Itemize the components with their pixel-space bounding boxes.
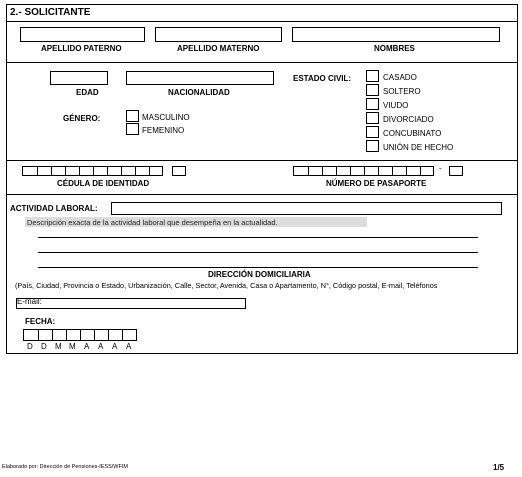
- actividad-label: ACTIVIDAD LABORAL:: [10, 204, 98, 213]
- actividad-line-1[interactable]: [38, 237, 478, 238]
- fecha-format-d1: D: [27, 342, 33, 351]
- page-number: 1/5: [493, 463, 505, 472]
- apellido-materno-label: APELLIDO MATERNO: [177, 44, 260, 53]
- masculino-checkbox[interactable]: [126, 110, 139, 122]
- cedula-label: CÉDULA DE IDENTIDAD: [57, 179, 150, 188]
- union-de-hecho-checkbox[interactable]: [366, 140, 379, 152]
- section-title: 2.- SOLICITANTE: [10, 7, 91, 18]
- nombres-label: NOMBRES: [374, 44, 415, 53]
- cedula-check-digit[interactable]: [172, 166, 186, 176]
- section-header: [6, 4, 518, 22]
- fecha-format-d2: D: [41, 342, 47, 351]
- edad-field[interactable]: [50, 71, 108, 85]
- fecha-format-m2: M: [69, 342, 76, 351]
- pasaporte-digits-field[interactable]: [293, 166, 434, 176]
- soltero-checkbox[interactable]: [366, 84, 379, 96]
- email-label: E-mail:: [17, 297, 42, 306]
- femenino-checkbox[interactable]: [126, 123, 139, 135]
- edad-label: EDAD: [76, 88, 99, 97]
- casado-option: CASADO: [383, 73, 417, 82]
- pasaporte-check-digit[interactable]: [449, 166, 463, 176]
- pasaporte-separator: -: [439, 164, 442, 173]
- masculino-option: MASCULINO: [142, 113, 190, 122]
- apellido-paterno-field[interactable]: [20, 27, 145, 42]
- fecha-field[interactable]: [23, 329, 137, 341]
- casado-checkbox[interactable]: [366, 70, 379, 82]
- actividad-hint: Descripción exacta de la actividad laboral que desempeña en la actualidad.: [27, 218, 278, 227]
- viudo-option: VIUDO: [383, 101, 409, 110]
- fecha-format-a2: A: [98, 342, 104, 351]
- actividad-line-2[interactable]: [38, 252, 478, 253]
- pasaporte-label: NÚMERO DE PASAPORTE: [326, 179, 427, 188]
- fecha-format-a1: A: [84, 342, 90, 351]
- fecha-format-m1: M: [55, 342, 62, 351]
- concubinato-option: CONCUBINATO: [383, 129, 442, 138]
- fecha-format-a3: A: [112, 342, 118, 351]
- divorciado-option: DIVORCIADO: [383, 115, 434, 124]
- nacionalidad-label: NACIONALIDAD: [168, 88, 230, 97]
- estado-civil-label: ESTADO CIVIL:: [293, 74, 352, 83]
- direccion-subtitle: (País, Ciudad, Provincia o Estado, Urbanización, Calle, Sector, Avenida, Casa o Apartamento, N°, Código postal, E-mail, Teléfonos: [15, 281, 438, 290]
- genero-label: GÉNERO:: [63, 114, 101, 123]
- apellido-paterno-label: APELLIDO PATERNO: [41, 44, 122, 53]
- femenino-option: FEMENINO: [142, 126, 185, 135]
- soltero-option: SOLTERO: [383, 87, 421, 96]
- cedula-digits-field[interactable]: [22, 166, 163, 176]
- nacionalidad-field[interactable]: [126, 71, 274, 85]
- fecha-format-a4: A: [126, 342, 132, 351]
- nombres-field[interactable]: [292, 27, 500, 42]
- divorciado-checkbox[interactable]: [366, 112, 379, 124]
- concubinato-checkbox[interactable]: [366, 126, 379, 138]
- direccion-title: DIRECCIÓN DOMICILIARIA: [208, 270, 311, 279]
- apellido-materno-field[interactable]: [155, 27, 282, 42]
- email-field[interactable]: [16, 298, 246, 309]
- union-de-hecho-option: UNIÓN DE HECHO: [383, 143, 454, 152]
- actividad-line-3[interactable]: [38, 267, 478, 268]
- fecha-label: FECHA:: [25, 317, 56, 326]
- viudo-checkbox[interactable]: [366, 98, 379, 110]
- footer-credit: Elaborado por: Dirección de Pensiones-IESS/WFIM: [2, 464, 128, 470]
- actividad-field[interactable]: [111, 202, 502, 215]
